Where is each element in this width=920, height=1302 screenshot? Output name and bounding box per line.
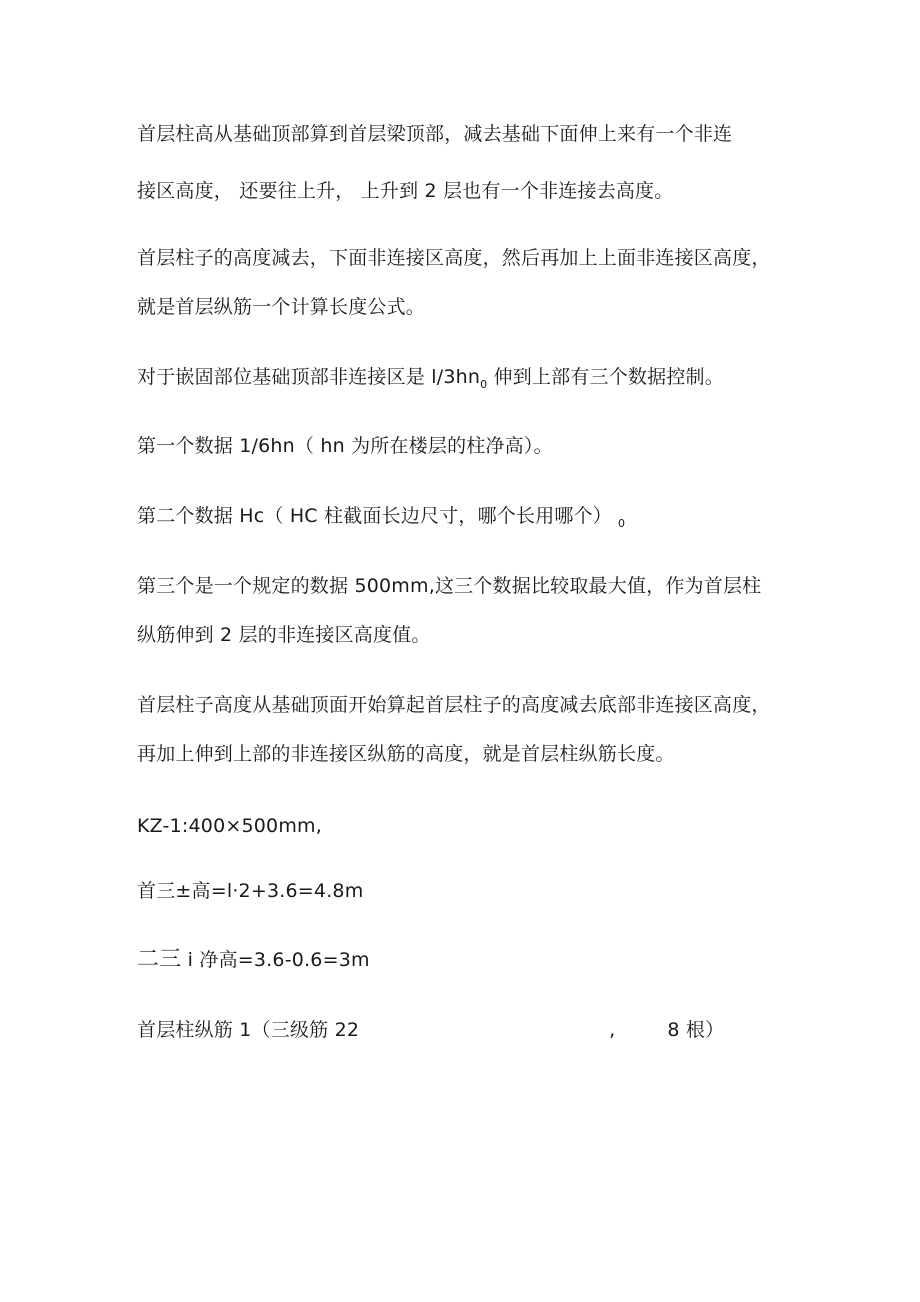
paragraph-2-line-1: 首层柱子的高度减去，下面非连接区高度，然后再加上上面非连接区高度， xyxy=(137,247,771,269)
paragraph-5-subscript: 0 xyxy=(618,517,626,530)
paragraph-10-text: i 净高=3.6-0.6=3m xyxy=(181,949,370,971)
paragraph-3-text-a: 对于嵌固部位基础顶部非连接区是 l/3hn xyxy=(137,366,481,388)
paragraph-11-comma: , xyxy=(609,1019,616,1041)
paragraph-10-prefix: 二三 xyxy=(137,947,182,972)
paragraph-3 xyxy=(137,365,724,392)
paragraph-5-text: 第二个数据 Hc（ HC 柱截面长边尺寸，哪个长用哪个） xyxy=(137,505,613,527)
paragraph-1-line-1: 首层柱高从基础顶部算到首层梁顶部，减去基础下面伸上来有一个非连 xyxy=(137,123,733,145)
paragraph-11 xyxy=(137,1018,724,1042)
paragraph-7-line-1: 首层柱子高度从基础顶面开始算起首层柱子的高度减去底部非连接区高度， xyxy=(137,694,771,716)
paragraph-7-line-2: 再加上伸到上部的非连接区纵筋的高度，就是首层柱纵筋长度。 xyxy=(137,743,675,765)
paragraph-6-line-2: 纵筋伸到 2 层的非连接区高度值。 xyxy=(137,624,431,646)
paragraph-6-line-1: 第三个是一个规定的数据 500mm,这三个数据比较取最大值，作为首层柱 xyxy=(137,575,762,597)
paragraph-11-text-a: 首层柱纵筋 1（三级筋 22 xyxy=(137,1019,360,1041)
paragraph-3-subscript: 0 xyxy=(480,378,488,391)
paragraph-9: 首三±高=l·2+3.6=4.8m xyxy=(137,880,364,902)
paragraph-10 xyxy=(137,948,370,972)
paragraph-3-text-b: 伸到上部有三个数据控制。 xyxy=(487,366,724,388)
paragraph-4: 第一个数据 1/6hn（ hn 为所在楼层的柱净高）。 xyxy=(137,435,553,457)
paragraph-1-line-2: 接区高度， 还要往上升， 上升到 2 层也有一个非连接去高度。 xyxy=(137,180,674,202)
paragraph-8: KZ-1:400×500mm, xyxy=(137,815,322,837)
paragraph-11-text-b: 8 根） xyxy=(667,1019,725,1041)
paragraph-2-line-2: 就是首层纵筋一个计算长度公式。 xyxy=(137,296,426,318)
paragraph-5 xyxy=(137,504,625,531)
